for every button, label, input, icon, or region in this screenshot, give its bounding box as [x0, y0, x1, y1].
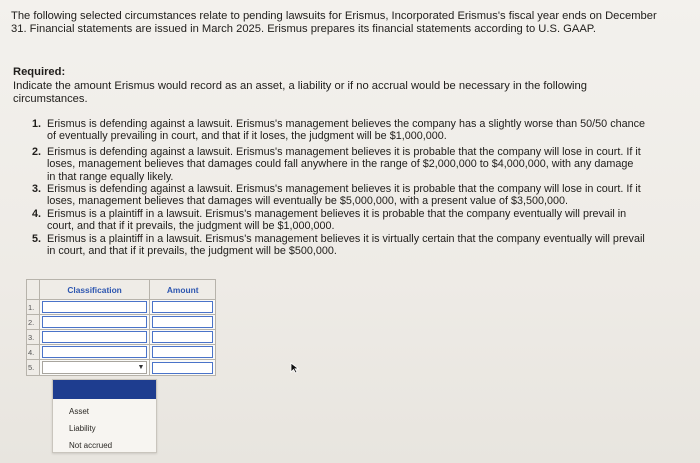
item-text: Erismus is defending against a lawsuit. Erismus's management believes the company has a slightly worse than 50/50 chance: [47, 118, 646, 130]
amount-cell: [150, 345, 216, 360]
row-number: 1.: [27, 300, 40, 315]
row-number: 2.: [27, 315, 40, 330]
classification-input[interactable]: [42, 316, 148, 328]
list-item: [32, 146, 672, 183]
row-number: 5.: [27, 360, 40, 376]
list-item: [32, 183, 672, 208]
item-text: loses, management believes that damages could fall anywhere in the range of $2,000,000 to $4,000,000, with any damage: [47, 158, 634, 171]
table-row: [27, 315, 216, 330]
row-number: 4.: [27, 345, 40, 360]
item-text: of eventually prevailing in court, and that if it loses, the judgment will be $1,000,000.: [47, 130, 447, 143]
amount-input[interactable]: [152, 331, 213, 343]
required-label: Required:: [13, 66, 66, 78]
classification-cell: [39, 345, 150, 360]
classification-input[interactable]: [42, 301, 148, 313]
intro-line: 31. Financial statements are issued in March 2025. Erismus prepares its financial statements according to U.S. GAAP.: [11, 23, 596, 35]
classification-input[interactable]: [42, 331, 148, 343]
item-text: in court, and that if it prevails, the judgment will be $500,000.: [47, 245, 337, 258]
question-intro: [11, 10, 671, 36]
classification-cell: [39, 300, 150, 315]
instruction-text: [13, 80, 613, 106]
table-row: [27, 330, 216, 345]
row-number: 3.: [27, 330, 40, 345]
amount-cell: [150, 330, 216, 345]
instruction-line: Indicate the amount Erismus would record as an asset, a liability or if no accrual would be necessary in the following: [13, 80, 587, 92]
classification-dropdown-menu: [52, 379, 157, 453]
mouse-pointer-icon: [290, 362, 302, 374]
table-row: [27, 345, 216, 360]
item-number: 2.: [32, 146, 42, 158]
item-text: loses, management believes that damages will eventually be $5,000,000, with a present value of $3,500,000.: [47, 195, 568, 208]
item-number: 1.: [32, 118, 42, 130]
amount-input[interactable]: [152, 316, 213, 328]
instruction-line: circumstances.: [13, 93, 88, 105]
amount-input[interactable]: [152, 362, 213, 374]
amount-input[interactable]: [152, 346, 213, 358]
item-text: court, and that if it prevails, the judgment will be $1,000,000.: [47, 220, 335, 233]
answer-table: [26, 279, 216, 376]
list-item: [32, 233, 672, 258]
item-number: 4.: [32, 208, 42, 220]
amount-input[interactable]: [152, 301, 213, 313]
amount-cell: [150, 300, 216, 315]
item-number: 5.: [32, 233, 42, 245]
amount-header: Amount: [150, 280, 216, 300]
classification-cell: [39, 315, 150, 330]
item-text: Erismus is defending against a lawsuit. Erismus's management believes it is probable that the company will lose in court. If it: [47, 146, 641, 158]
intro-line: The following selected circumstances relate to pending lawsuits for Erismus, Incorporated Erismus's fiscal year ends on December: [11, 10, 657, 22]
circumstance-list: [32, 118, 672, 258]
classification-input[interactable]: [42, 346, 148, 358]
table-header-row: [27, 280, 216, 300]
row-number-header: [27, 280, 40, 300]
dropdown-option-asset[interactable]: Asset: [69, 407, 90, 416]
item-text: Erismus is a plaintiff in a lawsuit. Erismus's management believes it is virtually certain that the company eventually will prevail: [47, 233, 645, 245]
item-text: Erismus is defending against a lawsuit. Erismus's management believes it is probable that the company will lose in court. If it: [47, 183, 641, 195]
classification-cell: [39, 330, 150, 345]
table-row: [27, 300, 216, 315]
classification-select[interactable]: [42, 361, 148, 374]
item-text: in that range equally likely.: [47, 170, 174, 183]
classification-cell: [39, 360, 150, 376]
list-item: [32, 118, 672, 146]
classification-header: Classification: [39, 280, 150, 300]
dropdown-option-liability[interactable]: Liability: [69, 424, 96, 433]
item-number: 3.: [32, 183, 42, 195]
list-item: [32, 208, 672, 233]
answer-table-wrapper: [26, 279, 216, 373]
chevron-down-icon[interactable]: ▼: [137, 364, 145, 371]
amount-cell: [150, 360, 216, 376]
dropdown-selected-option[interactable]: [53, 380, 156, 399]
table-row: [27, 360, 216, 376]
dropdown-option-not-accrued[interactable]: Not accrued: [69, 441, 113, 450]
amount-cell: [150, 315, 216, 330]
item-text: Erismus is a plaintiff in a lawsuit. Erismus's management believes it is probable that the company eventually will prevail in: [47, 208, 627, 220]
